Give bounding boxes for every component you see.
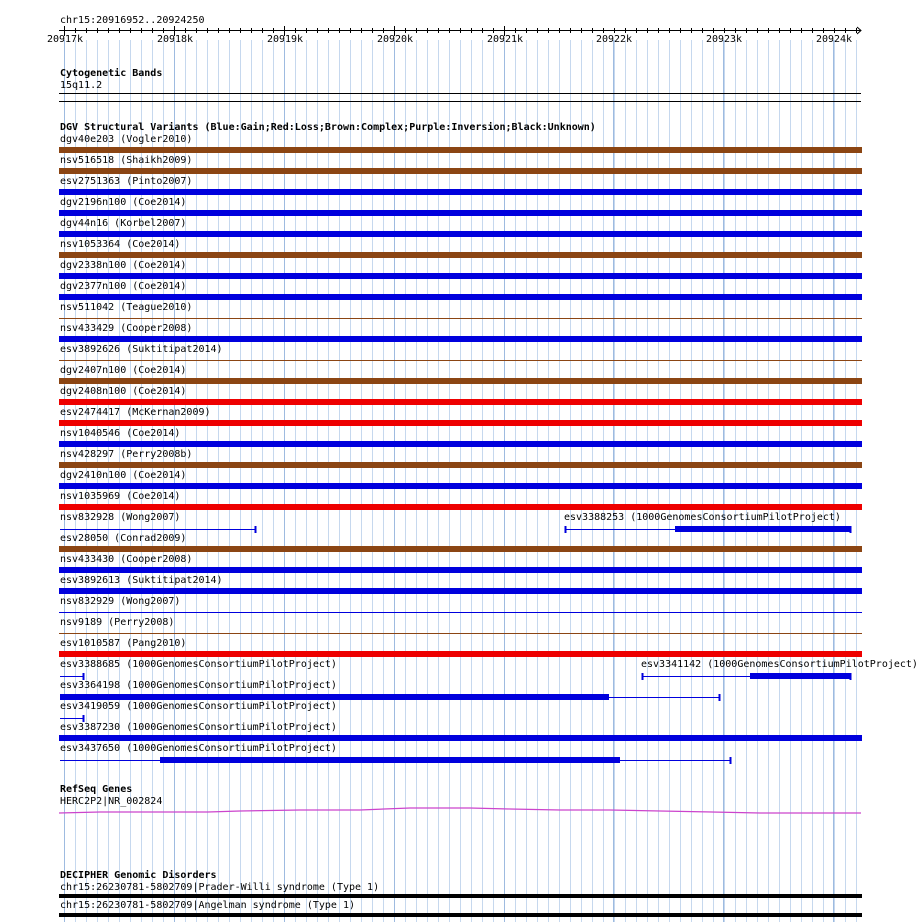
dgv-feature-bar — [59, 588, 862, 594]
dgv-feature-label[interactable]: esv3892613 (Suktitipat2014) — [60, 575, 223, 586]
dgv-feature-label[interactable]: esv28050 (Conrad2009) — [60, 533, 187, 544]
dgv-feature-label[interactable]: nsv511042 (Teague2010) — [60, 302, 193, 313]
dgv-feature-bar — [60, 694, 609, 700]
dgv-feature-label[interactable]: nsv516518 (Shaikh2009) — [60, 155, 193, 166]
dgv-feature-label[interactable]: esv3387230 (1000GenomesConsortiumPilotProject) — [60, 722, 337, 733]
dgv-feature-label[interactable]: esv3892626 (Suktitipat2014) — [60, 344, 223, 355]
dgv-feature-label[interactable]: nsv1035969 (Coe2014) — [60, 491, 181, 502]
dgv-feature-bar — [675, 526, 850, 532]
dgv-feature-bar — [59, 567, 862, 573]
dgv-feature-label[interactable]: esv3437650 (1000GenomesConsortiumPilotProject) — [60, 743, 337, 754]
dgv-feature-label[interactable]: esv3388685 (1000GenomesConsortiumPilotProject) — [60, 659, 337, 670]
dgv-feature-label[interactable]: dgv2408n100 (Coe2014) — [60, 386, 187, 397]
refseq-track-title[interactable]: RefSeq Genes — [60, 784, 133, 795]
dgv-feature-bar — [59, 273, 862, 279]
dgv-feature-label[interactable]: dgv2377n100 (Coe2014) — [60, 281, 187, 292]
ruler-range-label: chr15:20916952..20924250 — [60, 15, 205, 26]
dgv-feature-bar — [59, 546, 862, 552]
dgv-feature-label[interactable]: dgv2196n100 (Coe2014) — [60, 197, 187, 208]
refseq-gene-line — [59, 808, 861, 813]
ruler-tick-label: 20924k — [815, 34, 853, 45]
dgv-feature-label[interactable]: dgv2338n100 (Coe2014) — [60, 260, 187, 271]
decipher-feature-label[interactable]: chr15:26230781-5802709|Prader-Willi syndrome (Type 1) — [60, 882, 380, 893]
dgv-feature-bar — [59, 441, 862, 447]
dgv-feature-bar — [59, 189, 862, 195]
dgv-feature-label[interactable]: esv3341142 (1000GenomesConsortiumPilotProject) — [641, 659, 918, 670]
dgv-feature-bar — [59, 735, 862, 741]
ruler-tick-label: 20917k — [46, 34, 84, 45]
decipher-track-title[interactable]: DECIPHER Genomic Disorders — [60, 870, 217, 881]
dgv-feature-bar — [750, 673, 850, 679]
dgv-feature-bar — [59, 462, 862, 468]
dgv-feature-label[interactable]: nsv428297 (Perry2008b) — [60, 449, 193, 460]
dgv-feature-label[interactable]: nsv9189 (Perry2008) — [60, 617, 175, 628]
dgv-feature-bar — [59, 168, 862, 174]
dgv-feature-bar — [59, 399, 862, 405]
dgv-feature-label[interactable]: nsv433429 (Cooper2008) — [60, 323, 193, 334]
cyto-band-label[interactable]: 15q11.2 — [60, 80, 103, 91]
dgv-feature-bar — [160, 757, 620, 763]
dgv-feature-label[interactable]: nsv832928 (Wong2007) — [60, 512, 181, 523]
dgv-feature-bar — [59, 378, 862, 384]
dgv-feature-label[interactable]: nsv832929 (Wong2007) — [60, 596, 181, 607]
decipher-feature-label[interactable]: chr15:26230781-5802709|Angelman syndrome (Type 1) — [60, 900, 356, 911]
dgv-feature-bar — [59, 336, 862, 342]
dgv-feature-bar — [59, 147, 862, 153]
refseq-gene-label[interactable]: HERC2P2|NR_002824 — [60, 796, 163, 807]
ruler-tick-label: 20920k — [376, 34, 414, 45]
cyto-track-title[interactable]: Cytogenetic Bands — [60, 68, 163, 79]
dgv-feature-label[interactable]: esv2751363 (Pinto2007) — [60, 176, 193, 187]
dgv-feature-label[interactable]: esv3419059 (1000GenomesConsortiumPilotProject) — [60, 701, 337, 712]
dgv-feature-label[interactable]: dgv2410n100 (Coe2014) — [60, 470, 187, 481]
decipher-feature-bar — [59, 913, 862, 917]
dgv-feature-bar — [59, 252, 862, 258]
dgv-feature-label[interactable]: esv2474417 (McKernan2009) — [60, 407, 211, 418]
dgv-feature-bar — [59, 294, 862, 300]
ruler-tick-label: 20921k — [486, 34, 524, 45]
dgv-feature-bar — [59, 483, 862, 489]
ruler-tick-label: 20922k — [595, 34, 633, 45]
dgv-feature-bar — [59, 420, 862, 426]
dgv-feature-label[interactable]: dgv44n16 (Korbel2007) — [60, 218, 187, 229]
dgv-feature-label[interactable]: dgv40e203 (Vogler2010) — [60, 134, 193, 145]
dgv-feature-label[interactable]: dgv2407n100 (Coe2014) — [60, 365, 187, 376]
dgv-track-title[interactable]: DGV Structural Variants (Blue:Gain;Red:Loss;Brown:Complex;Purple:Inversion;Black:Unknown) — [60, 122, 596, 133]
dgv-feature-label[interactable]: esv1010587 (Pang2010) — [60, 638, 187, 649]
dgv-feature-bar — [59, 210, 862, 216]
decipher-feature-bar — [59, 894, 862, 898]
ruler-tick-label: 20919k — [266, 34, 304, 45]
dgv-feature-bar — [59, 651, 862, 657]
dgv-feature-label[interactable]: esv3388253 (1000GenomesConsortiumPilotProject) — [564, 512, 841, 523]
dgv-feature-label[interactable]: esv3364198 (1000GenomesConsortiumPilotProject) — [60, 680, 337, 691]
ruler-tick-label: 20923k — [705, 34, 743, 45]
dgv-feature-label[interactable]: nsv433430 (Cooper2008) — [60, 554, 193, 565]
dgv-feature-label[interactable]: nsv1040546 (Coe2014) — [60, 428, 181, 439]
dgv-feature-bar — [59, 231, 862, 237]
dgv-feature-label[interactable]: nsv1053364 (Coe2014) — [60, 239, 181, 250]
ruler-tick-label: 20918k — [156, 34, 194, 45]
dgv-feature-bar — [59, 504, 862, 510]
